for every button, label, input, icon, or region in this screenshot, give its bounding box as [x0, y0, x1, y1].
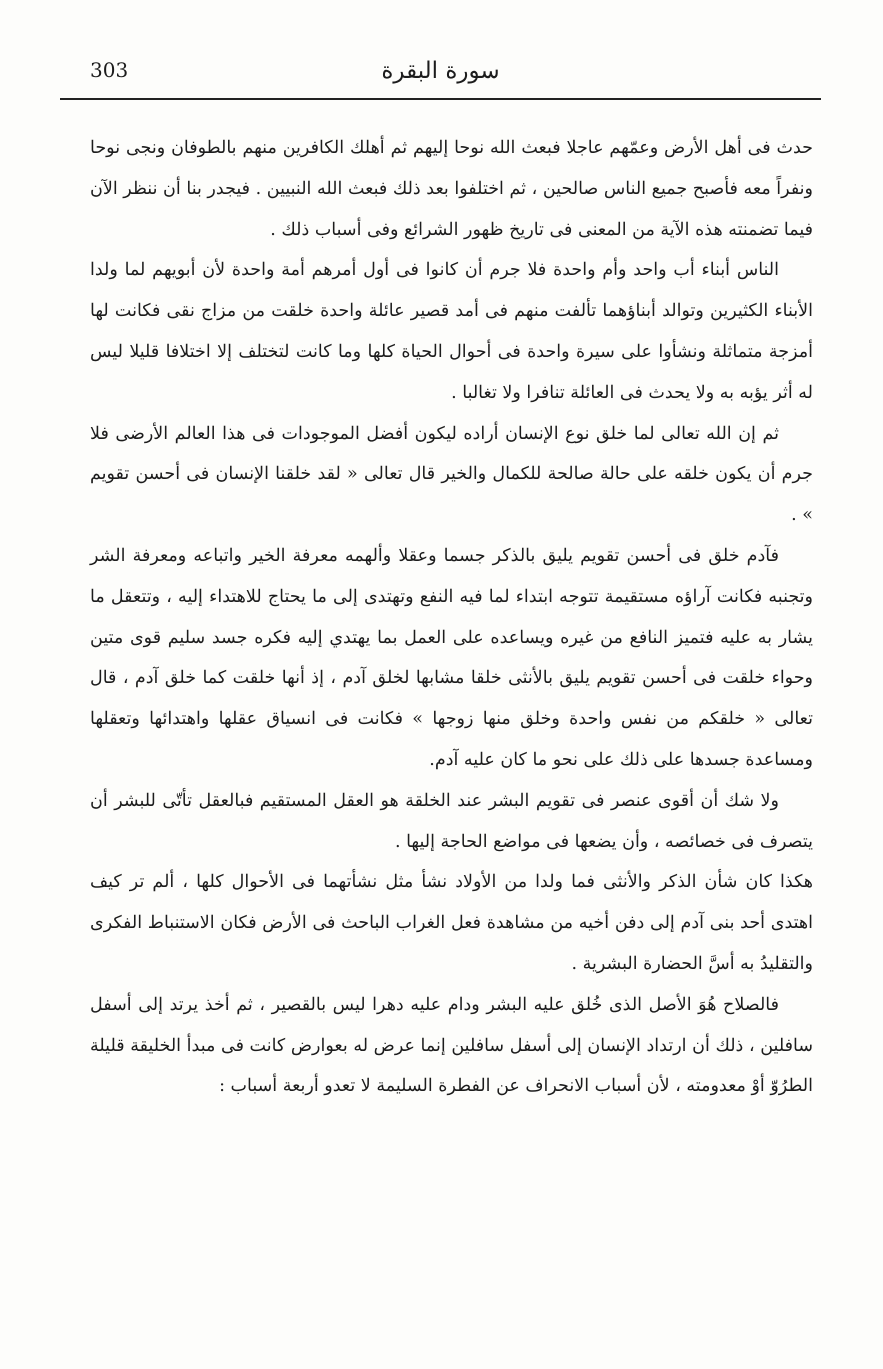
running-title: سورة البقرة	[381, 58, 500, 84]
paragraph: ولا شك أن أقوى عنصر فى تقويم البشر عند الخلقة هو العقل المستقيم فبالعقل تأتّى للبشر أن يتصرف فى خصائصه ، وأن يضعها فى مواضع الحاجة إليها .	[90, 790, 813, 852]
page-header	[60, 58, 821, 100]
paragraph: فآدم خلق فى أحسن تقويم يليق بالذكر جسما وعقلا وألهمه معرفة الخير واتباعه ومعرفة الشر وتجنبه فكانت آراؤه مستقيمة تتوجه ابتداء لما فيه النفع وتهتدى إلى ما يحتاج للاهتداء إليه ، وتتعقل ما يشار به عليه فتميز النافع من غيره ويساعده على العمل بما يهتدي إليه فكره جسد سليم قوى متين وحواء خلقت فى أحسن تقويم يليق بالأنثى خلقا مشابها لخلق آدم ، إذ أنها خلقت كما خلق آدم ، قال تعالى « خلقكم من نفس واحدة وخلق منها زوجها » فكانت فى انسياق عقلها واهتدائها وتعقلها ومساعدة جسدها على ذلك على نحو ما كان عليه آدم.	[90, 545, 813, 770]
paragraph: فالصلاح هُوَ الأصل الذى خُلق عليه البشر ودام عليه دهرا ليس بالقصير ، ثم أخذ يرتد إلى أسفل سافلين ، ذلك أن ارتداد الإنسان إلى أسفل سافلين إنما عرض له بعوارض كانت فى مبدأ الخليقة قليلة الطرُوّ أوْ معدومته ، لأن أسباب الانحراف عن الفطرة السليمة لا تعدو أربعة أسباب :	[90, 994, 813, 1097]
page-number: 303	[90, 58, 129, 82]
paragraph: ثم إن الله تعالى لما خلق نوع الإنسان أراده ليكون أفضل الموجودات فى هذا العالم الأرضى فلا جرم أن يكون خلقه على حالة صالحة للكمال والخير قال تعالى « لقد خلقنا الإنسان فى أحسن تقويم » .	[90, 423, 813, 526]
paragraph: حدث فى أهل الأرض وعمّهم عاجلا فبعث الله نوحا إليهم ثم أهلك الكافرين منهم بالطوفان ونجى نوحا ونفراً معه فأصبح جميع الناس صالحين ، ثم اختلفوا بعد ذلك فبعث الله النبيين . فيجدر بنا أن ننظر الآن فيما تضمنته هذه الآية من المعنى فى تاريخ ظهور الشرائع وفى أسباب ذلك .	[90, 138, 813, 240]
main-text	[90, 128, 813, 1107]
paragraph: هكذا كان شأن الذكر والأنثى فما ولدا من الأولاد نشأ مثل نشأتهما فى الأحوال كلها ، ألم تر كيف اهتدى أحد بنى آدم إلى دفن أخيه من مشاهدة فعل الغراب الباحث فى الأرض فكان الاستنباط الفكرى والتقليدُ به أسَّ الحضارة البشرية .	[90, 872, 813, 974]
paragraph: الناس أبناء أب واحد وأم واحدة فلا جرم أن كانوا فى أول أمرهم أمة واحدة لأن أبويهم لما ولدا الأبناء الكثيرين وتوالد أبناؤهما تألفت منهم فى أمد قصير عائلة واحدة خلقت من مزاج نقى فكانت لها أمزجة متماثلة ونشأوا على سيرة واحدة فى أحوال الحياة كلها وما كانت لتختلف إلا اختلافا قليلا ليس له أثر يؤبه به ولا يحدث فى العائلة تنافرا ولا تغالبا .	[90, 260, 813, 403]
